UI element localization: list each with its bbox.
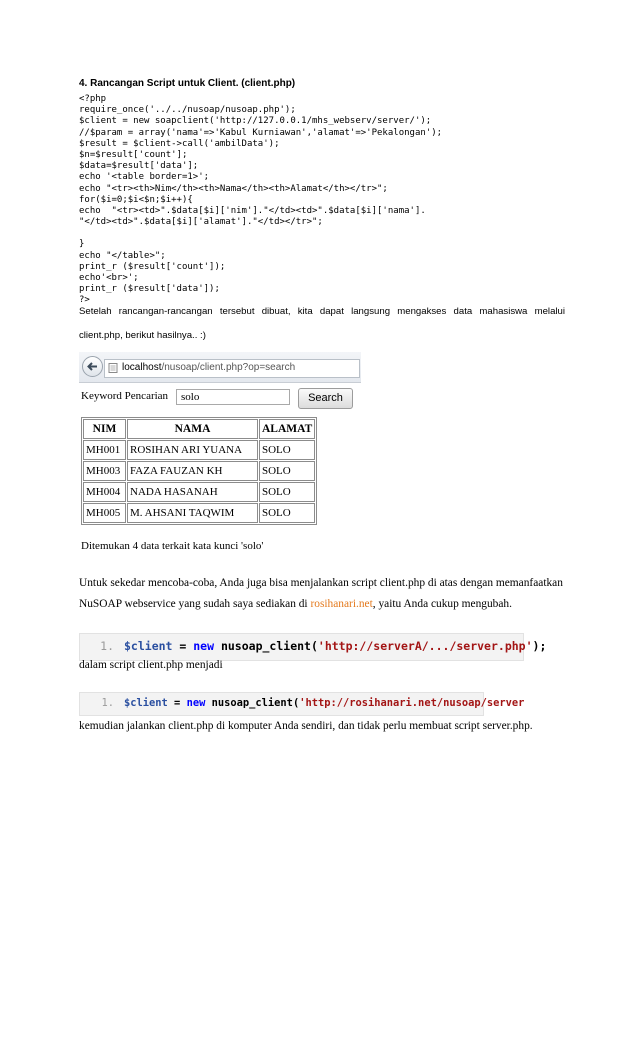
keyword-input[interactable]: solo bbox=[176, 389, 290, 405]
cell-nama: M. AHSANI TAQWIM bbox=[127, 503, 258, 523]
url-path: /nusoap/client.php?op=search bbox=[161, 362, 296, 373]
url-field[interactable] bbox=[104, 359, 360, 378]
cell-nim: MH003 bbox=[83, 461, 126, 481]
code-keyword: new bbox=[193, 639, 215, 653]
section-heading: 4. Rancangan Script untuk Client. (client.php) bbox=[79, 78, 296, 89]
cell-alamat: SOLO bbox=[259, 482, 315, 502]
cell-nim: MH004 bbox=[83, 482, 126, 502]
code-line: ?> bbox=[79, 295, 90, 306]
code-line: print_r ($result['data']); bbox=[79, 284, 220, 295]
header-alamat: ALAMAT bbox=[259, 419, 315, 439]
browser-screenshot bbox=[79, 350, 365, 562]
table-row bbox=[83, 461, 315, 481]
try-paragraph bbox=[79, 573, 567, 615]
code-line: //$param = array('nama'=>'Kabul Kurniawan','alamat'=>'Pekalongan'); bbox=[79, 127, 443, 138]
back-button[interactable] bbox=[82, 356, 103, 377]
result-summary: Ditemukan 4 data terkait kata kunci 'solo' bbox=[81, 540, 264, 552]
table-row bbox=[83, 503, 315, 523]
code-line: "</td><td>".$data[$i]['alamat']."</td></tr>"; bbox=[79, 217, 323, 228]
code-keyword: new bbox=[186, 697, 206, 709]
code-line: echo "<tr><td>".$data[$i]['nim']."</td><td>".$data[$i]['nama']. bbox=[79, 205, 426, 216]
code-line: <?php bbox=[79, 94, 107, 104]
url-text bbox=[122, 362, 295, 373]
table-row bbox=[83, 440, 315, 460]
header-nim: NIM bbox=[83, 419, 126, 439]
cell-alamat: SOLO bbox=[259, 461, 315, 481]
cell-alamat: SOLO bbox=[259, 503, 315, 523]
code-line: print_r ($result['count']); bbox=[79, 261, 226, 272]
php-code-block bbox=[79, 94, 569, 307]
code-snippet-original bbox=[79, 633, 547, 661]
search-button[interactable]: Search bbox=[298, 388, 353, 409]
code-line: } bbox=[79, 239, 85, 250]
code-eq: = bbox=[167, 697, 187, 709]
table-row bbox=[83, 482, 315, 502]
code-line: $data=$result['data']; bbox=[79, 161, 199, 172]
try-text-after: , yaitu Anda cukup mengubah. bbox=[372, 598, 512, 610]
code-var: $client bbox=[124, 639, 173, 653]
code-line: $n=$result['count']; bbox=[79, 149, 188, 160]
intro-paragraph: Setelah rancangan-rancangan tersebut dibuat, kita dapat langsung mengakses data mahasiswa melalui client.php, berikut hasilnya.. :) bbox=[79, 306, 565, 341]
table-header-row bbox=[83, 419, 315, 439]
line-number: 1. bbox=[101, 697, 114, 709]
into-paragraph: dalam script client.php menjadi bbox=[79, 659, 223, 671]
code-function: nusoap_client( bbox=[214, 639, 318, 653]
code-line: $result = $client->call('ambilData'); bbox=[79, 138, 280, 149]
code-line: require_once('../../nusoap/nusoap.php'); bbox=[79, 105, 296, 116]
code-line: for($i=0;$i<$n;$i++){ bbox=[79, 194, 193, 205]
code-string: 'http://rosihanari.net/nusoap/server bbox=[299, 697, 525, 709]
line-number: 1. bbox=[100, 639, 114, 653]
code-line: $client = new soapclient('http://127.0.0.1/mhs_webserv/server/'); bbox=[79, 116, 432, 127]
cell-nama: FAZA FAUZAN KH bbox=[127, 461, 258, 481]
code-line bbox=[79, 228, 569, 239]
back-arrow-icon bbox=[86, 360, 99, 373]
code-line: echo "</table>"; bbox=[79, 250, 166, 261]
cell-alamat: SOLO bbox=[259, 440, 315, 460]
code-eq: = bbox=[172, 639, 194, 653]
code-snippet-modified bbox=[79, 692, 525, 716]
result-table bbox=[81, 417, 317, 525]
final-paragraph: kemudian jalankan client.php di komputer Anda sendiri, dan tidak perlu membuat script server.php. bbox=[79, 720, 533, 732]
code-line: echo '<table border=1>'; bbox=[79, 172, 210, 183]
cell-nim: MH001 bbox=[83, 440, 126, 460]
cell-nim: MH005 bbox=[83, 503, 126, 523]
keyword-label: Keyword Pencarian bbox=[81, 390, 169, 402]
code-line: echo'<br>'; bbox=[79, 273, 139, 283]
code-string: 'http://serverA/.../server.php' bbox=[317, 639, 533, 653]
cell-nama: NADA HASANAH bbox=[127, 482, 258, 502]
code-var: $client bbox=[124, 697, 168, 709]
address-bar bbox=[79, 352, 361, 383]
rosihanari-link[interactable]: rosihanari.net bbox=[310, 598, 373, 610]
cell-nama: ROSIHAN ARI YUANA bbox=[127, 440, 258, 460]
code-end: ); bbox=[532, 639, 547, 653]
header-nama: NAMA bbox=[127, 419, 258, 439]
code-line: echo "<tr><th>Nim</th><th>Nama</th><th>Alamat</th></tr>"; bbox=[79, 183, 388, 194]
try-text-before: Untuk sekedar mencoba-coba, Anda juga bisa menjalankan script client.php di atas dengan memanfaatkan NuSOAP webservice yang sudah saya sediakan di bbox=[79, 577, 563, 610]
url-host: localhost bbox=[122, 362, 162, 373]
page-icon bbox=[108, 363, 118, 373]
code-function: nusoap_client( bbox=[205, 697, 300, 709]
